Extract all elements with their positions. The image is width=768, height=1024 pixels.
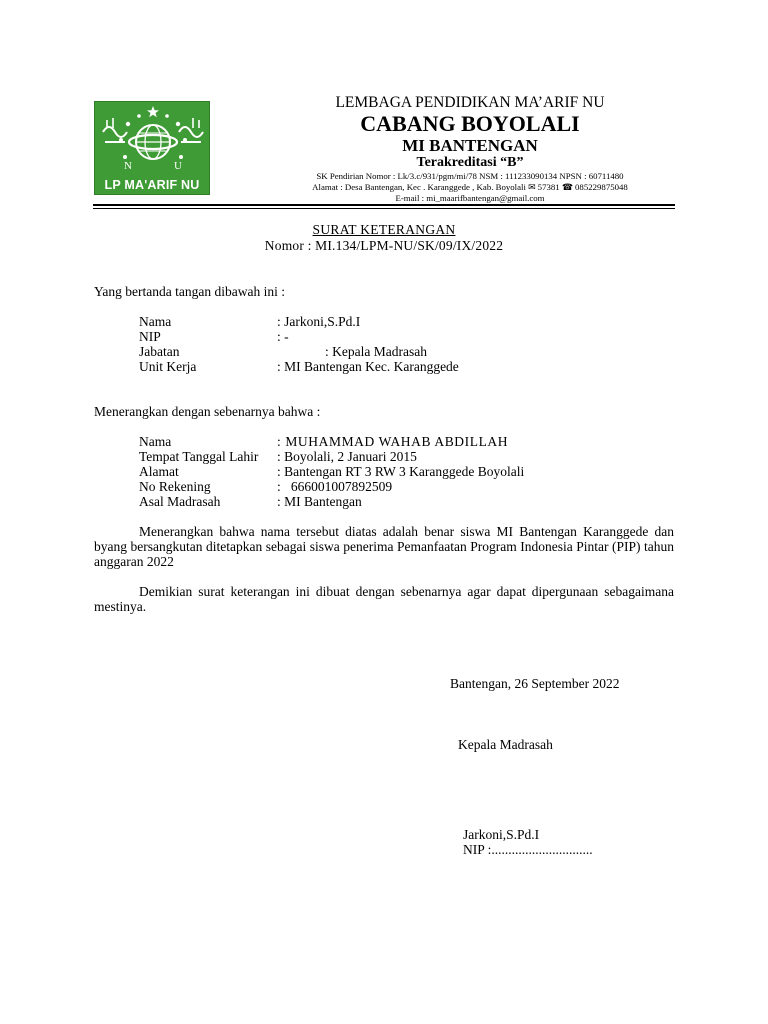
signer-nip-value: : - (277, 329, 289, 344)
logo-letter-u: U (174, 160, 182, 172)
signer-unit-value: : MI Bantengan Kec. Karanggede (277, 359, 459, 374)
organization-name: LEMBAGA PENDIDIKAN MA’ARIF NU (335, 94, 605, 111)
email-line: E-mail : mi_maarifbantengan@gmail.com (395, 193, 545, 203)
branch-name: CABANG BOYOLALI (360, 111, 580, 136)
signer-position-label: Jabatan (139, 344, 180, 359)
student-address-label: Alamat (139, 464, 179, 479)
signer-position-value: : Kepala Madrasah (325, 344, 427, 359)
letterhead-rule-thin (93, 208, 675, 209)
student-birth-value: : Boyolali, 2 Januari 2015 (277, 449, 417, 464)
statement-paragraph-text: Menerangkan bahwa nama tersebut diatas adalah benar siswa MI Bantengan Karanggede dan byang bersangkutan ditetapkan sebagai siswa penerima Pemanfaatan Program Indonesia Pintar (PIP) tahun anggaran 2022 (94, 524, 674, 570)
student-school-label: Asal Madrasah (139, 494, 221, 509)
place-date: Bantengan, 26 September 2022 (450, 676, 620, 691)
signer-name-value: : Jarkoni,S.Pd.I (277, 314, 361, 329)
nu-emblem-icon (95, 102, 211, 182)
signer-position: Kepala Madrasah (458, 737, 553, 752)
student-account-label: No Rekening (139, 479, 211, 494)
address-line: Alamat : Desa Bantengan, Kec . Karanggede , Kab. Boyolali ✉ 57381 ☎ 085229875048 (312, 182, 628, 192)
letter-number: Nomor : MI.134/LPM-NU/SK/09/IX/2022 (264, 238, 504, 253)
signer-name: Jarkoni,S.Pd.I (463, 827, 540, 842)
opening-line: Yang bertanda tangan dibawah ini : (94, 284, 285, 299)
signer-name-label: Nama (139, 314, 172, 329)
school-name: MI BANTENGAN (402, 136, 538, 155)
student-account-value: : 666001007892509 (277, 479, 393, 494)
student-school-value: : MI Bantengan (277, 494, 362, 509)
student-address-value: : Bantengan RT 3 RW 3 Karanggede Boyolali (277, 464, 525, 479)
statement-intro: Menerangkan dengan sebenarnya bahwa : (94, 404, 321, 419)
student-name-label: Nama (139, 434, 172, 449)
registration-line: SK Pendirian Nomor : Lk/3.c/931/pgm/mi/78 NSM : 111233090134 NPSN : 60711480 (316, 171, 624, 181)
signer-nip-label: NIP (139, 329, 161, 344)
logo-text: LP MA'ARIF NU (104, 178, 200, 192)
closing-paragraph (94, 584, 674, 614)
letter-title: SURAT KETERANGAN (312, 222, 456, 237)
student-birth-label: Tempat Tanggal Lahir (139, 449, 259, 464)
logo-letter-n: N (124, 160, 132, 172)
statement-paragraph (94, 524, 674, 570)
lp-maarif-nu-logo (94, 101, 210, 195)
accreditation: Terakreditasi “B” (416, 155, 524, 170)
student-name-value: : MUHAMMAD WAHAB ABDILLAH (277, 434, 509, 449)
signer-unit-label: Unit Kerja (139, 359, 197, 374)
closing-paragraph-text: Demikian surat keterangan ini dibuat dengan sebenarnya agar dapat dipergunaan sebagaimana mestinya. (94, 584, 674, 615)
letterhead-rule-thick (93, 204, 675, 206)
signer-nip: NIP :.............................. (463, 842, 593, 857)
